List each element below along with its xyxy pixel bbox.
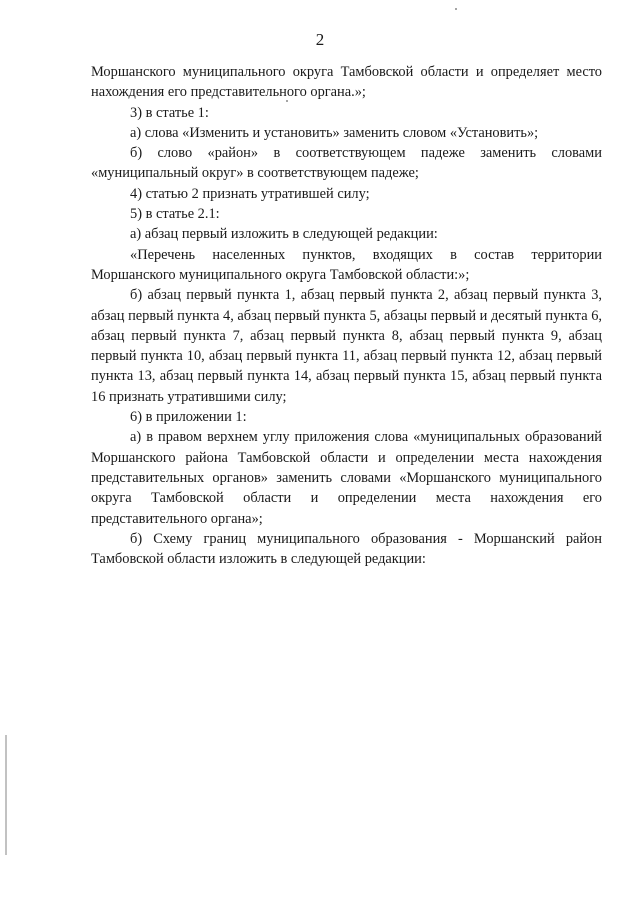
paragraph-item-5a: а) абзац первый изложить в следующей редакции: bbox=[130, 226, 438, 243]
scan-dot bbox=[455, 8, 457, 10]
paragraph-quote-list: «Перечень населенных пунктов, входящих в состав территории Моршанского муниципального округа Тамбовской области:»; bbox=[91, 246, 602, 283]
paragraph-item-6b: б) Схему границ муниципального образования - Моршанский район Тамбовской области изложить в следующей редакции: bbox=[91, 530, 602, 568]
paragraph-item-5: 5) в статье 2.1: bbox=[130, 206, 220, 223]
page-number: 2 bbox=[315, 30, 325, 49]
paragraph-continuation: Моршанского муниципального округа Тамбовской области и определяет место нахождения его представительного органа.»; bbox=[91, 64, 602, 101]
paragraph-item-3: 3) в статье 1: bbox=[130, 104, 209, 121]
scan-dot bbox=[286, 100, 288, 102]
scan-margin-mark bbox=[5, 735, 7, 855]
paragraph-item-6a: а) в правом верхнем углу приложения слова «муниципальных образований Моршанского района Тамбовской области и определении места нахождения представительных органов» заменить словами «Моршанского муниципального округа Тамбовской области и определении места нахождения его представительного органа»; bbox=[91, 429, 602, 527]
paragraph-item-3b: б) слово «район» в соответствующем падеже заменить словами «муниципальный округ» в соответствующем падеже; bbox=[91, 145, 602, 182]
paragraph-item-4: 4) статью 2 признать утратившей силу; bbox=[130, 185, 370, 202]
paragraph-item-6: 6) в приложении 1: bbox=[130, 409, 247, 426]
paragraph-item-3a: а) слова «Изменить и установить» заменить словом «Установить»; bbox=[130, 124, 539, 141]
paragraph-item-5b: б) абзац первый пункта 1, абзац первый пункта 2, абзац первый пункта 3, абзац первый пункта 4, абзац первый пункта 5, абзацы первый и десятый пункта 6, абзац первый пункта 7, абзац первый пункта 8, абзац первый пункта 9, абзац первый пункта 10, абзац первый пункта 11, абзац первый пункта 12, абзац первый пункта 13, абзац первый пункта 14, абзац первый пункта 15, абзац первый пункта 16 признать утратившими силу; bbox=[91, 287, 602, 405]
document-body bbox=[91, 62, 602, 569]
